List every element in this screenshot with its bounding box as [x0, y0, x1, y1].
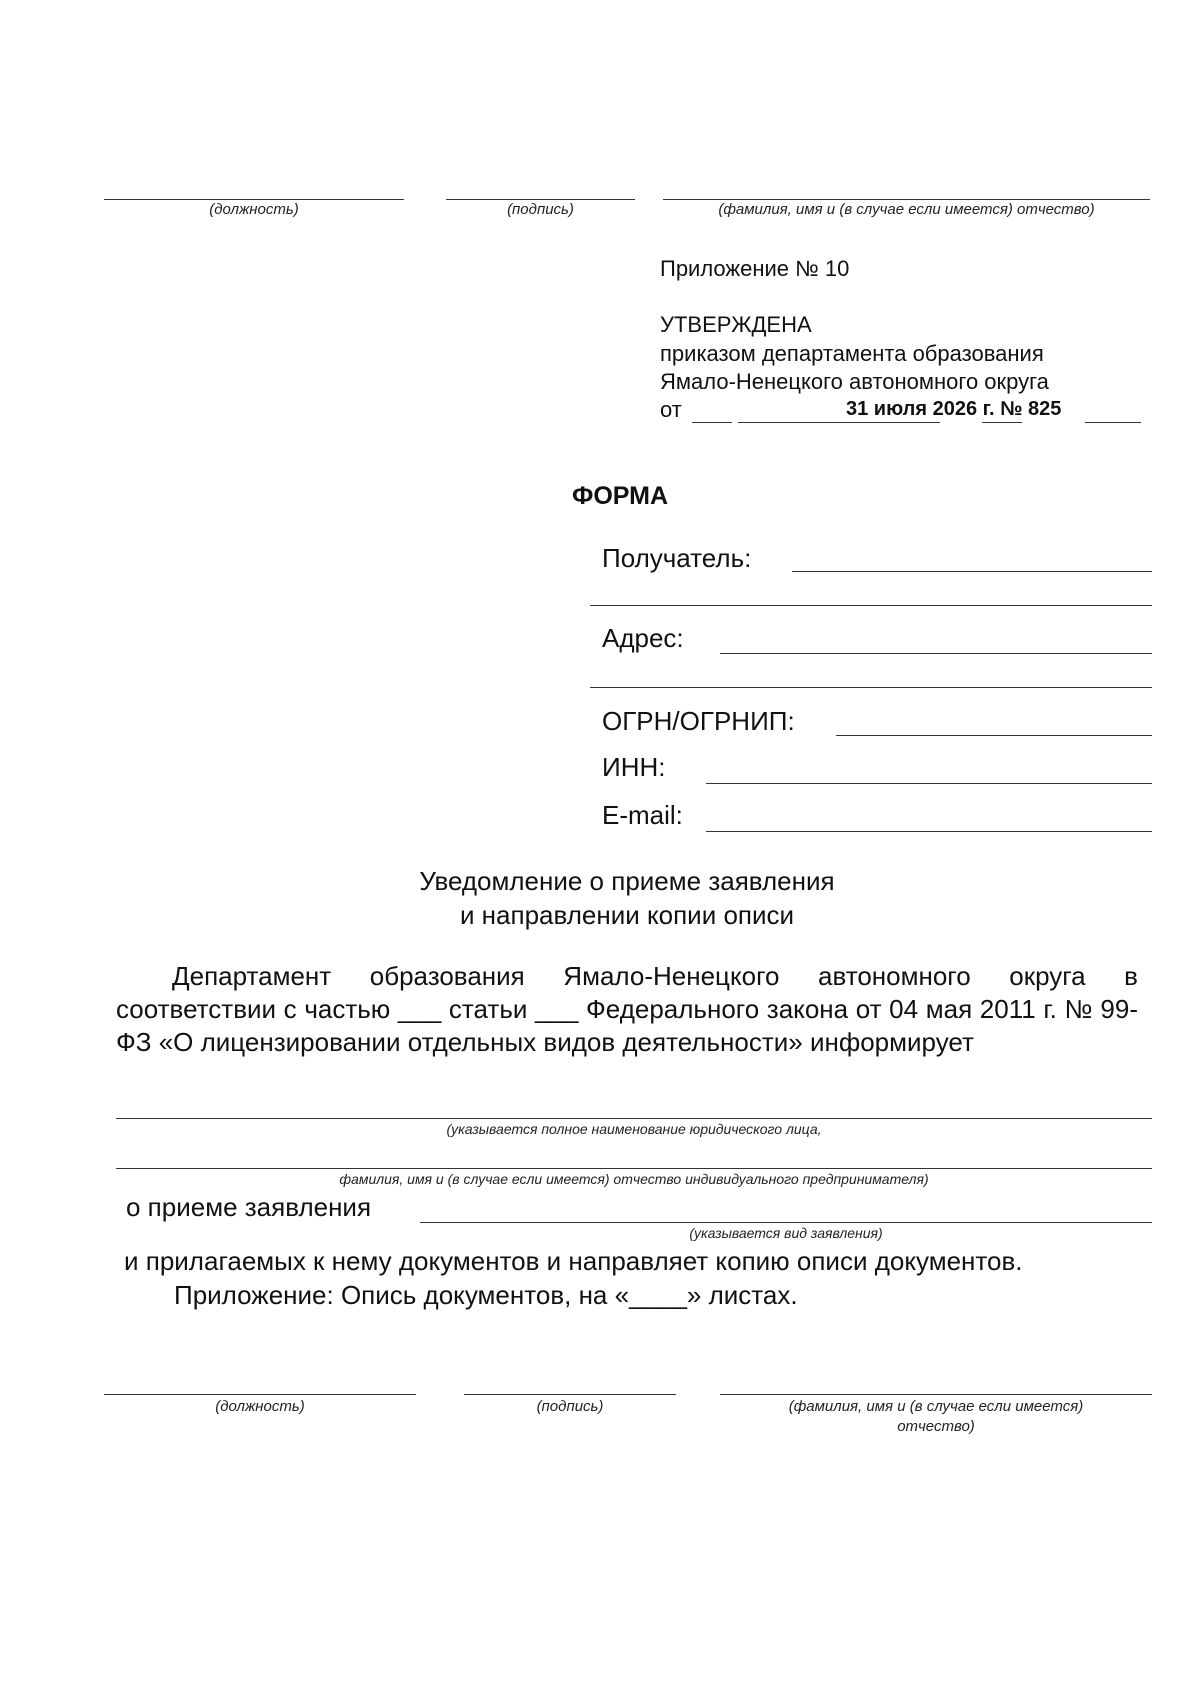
legal-entity-line[interactable]	[116, 1118, 1152, 1119]
bottom-name-caption-line-1: (фамилия, имя и (в случае если имеется)	[788, 1398, 1084, 1415]
address-field-2[interactable]	[590, 687, 1152, 688]
application-type-caption: (указывается вид заявления)	[689, 1225, 883, 1241]
bottom-signature-caption: (подпись)	[536, 1398, 604, 1415]
top-signature-line	[446, 199, 635, 200]
order-number-line-2	[1085, 422, 1141, 423]
address-label: Адрес:	[602, 623, 684, 653]
top-position-caption: (должность)	[209, 201, 299, 218]
bottom-position-caption: (должность)	[215, 1398, 305, 1415]
email-label: E-mail:	[602, 800, 683, 830]
address-field[interactable]	[720, 653, 1152, 654]
inn-label: ИНН:	[602, 752, 666, 782]
order-number-line	[982, 422, 1022, 423]
bottom-signature-line	[464, 1394, 676, 1395]
bottom-name-caption-line-2: отчество)	[897, 1418, 975, 1435]
inn-field[interactable]	[706, 783, 1152, 784]
ogrn-label: ОГРН/ОГРНИП:	[602, 706, 795, 736]
top-name-caption: (фамилия, имя и (в случае если имеется) отчество)	[718, 201, 1095, 218]
notice-title-line-2: и направлении копии описи	[459, 900, 795, 930]
order-from-prefix: от	[660, 397, 682, 422]
recipient-field-2[interactable]	[590, 605, 1152, 606]
top-signature-caption: (подпись)	[507, 201, 574, 218]
entrepreneur-caption: фамилия, имя и (в случае если имеется) отчество индивидуального предпринимателя)	[339, 1171, 929, 1187]
order-line-1: приказом департамента образования	[660, 341, 1044, 366]
notice-title-line-1: Уведомление о приеме заявления	[419, 866, 835, 896]
bottom-name-line	[720, 1394, 1152, 1395]
date-month-line	[738, 422, 940, 423]
notice-body: Департамент образования Ямало-Ненецкого автономного округа в соответствии с частью ___ статьи ___ Федерального закона от 04 мая 2011 г. № 99-ФЗ «О лицензировании отдельных видов деятельности» информирует	[116, 961, 1138, 1057]
registration-stamp: 31 июля 2026 г. № 825	[846, 398, 1062, 420]
order-line-2: Ямало-Ненецкого автономного округа	[660, 369, 1049, 394]
receipt-prefix: о приеме заявления	[126, 1192, 372, 1222]
recipient-label: Получатель:	[602, 543, 752, 573]
appendix-number: Приложение № 10	[660, 256, 850, 281]
recipient-field[interactable]	[792, 571, 1152, 572]
top-name-line	[663, 199, 1150, 200]
top-position-line	[104, 199, 404, 200]
legal-entity-caption: (указывается полное наименование юридического лица,	[446, 1121, 822, 1137]
ogrn-field[interactable]	[836, 735, 1152, 736]
date-day-line	[692, 422, 732, 423]
bottom-position-line	[104, 1394, 416, 1395]
entrepreneur-line[interactable]	[116, 1168, 1152, 1169]
email-field[interactable]	[706, 831, 1152, 832]
approved-heading: УТВЕРЖДЕНА	[660, 312, 812, 337]
form-title: ФОРМА	[572, 482, 669, 510]
attachment-line: Приложение: Опись документов, на «____» листах.	[174, 1280, 798, 1310]
documents-line: и прилагаемых к нему документов и направляет копию описи документов.	[124, 1246, 1023, 1276]
application-type-line[interactable]	[420, 1222, 1152, 1223]
